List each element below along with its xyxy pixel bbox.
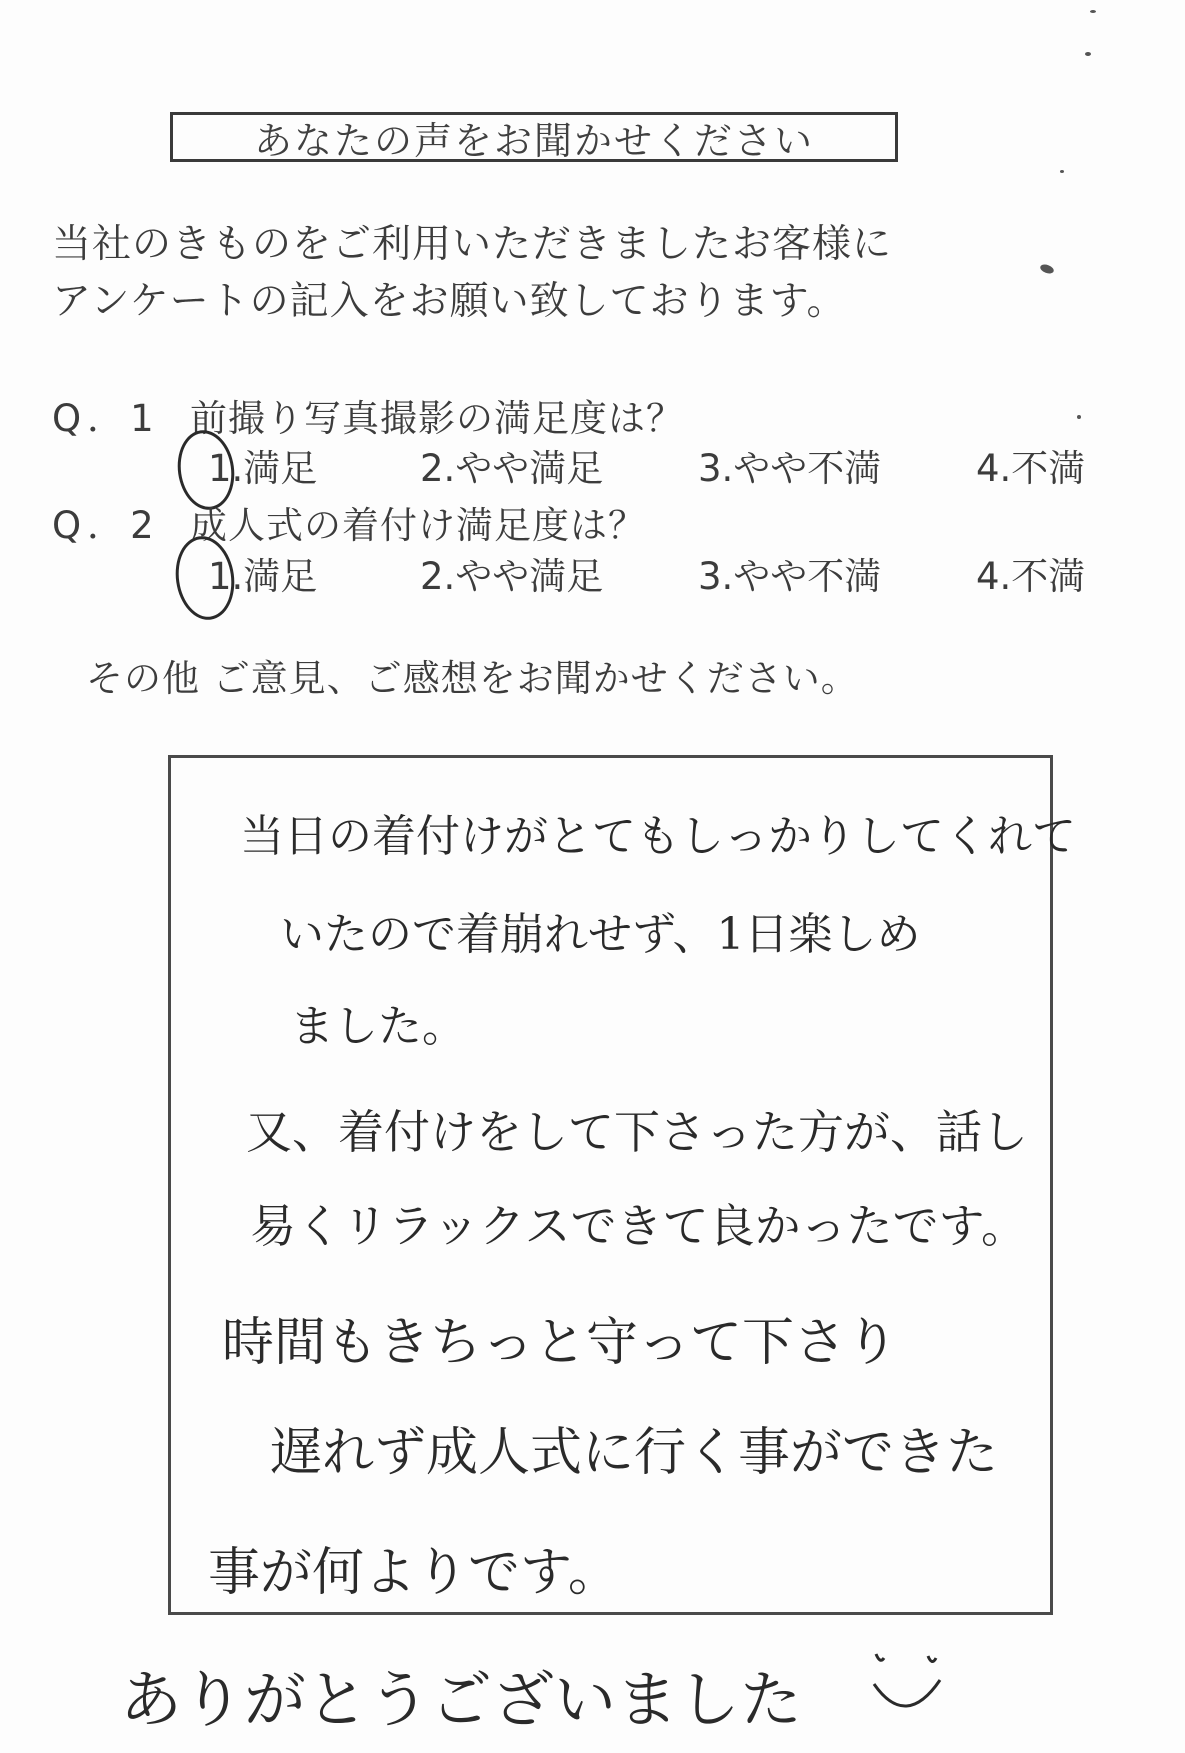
q2-option-3[interactable]: 3.やや不満 xyxy=(698,555,882,598)
comment-line-7: 遅れず成人式に行く事ができた xyxy=(270,1423,999,1483)
question-1-number: Q．1 xyxy=(52,397,160,440)
scan-speck xyxy=(1060,170,1064,173)
comment-line-8: 事が何よりです。 xyxy=(208,1543,620,1603)
scan-speck xyxy=(1090,10,1096,13)
q2-option-4[interactable]: 4.不満 xyxy=(976,555,1086,598)
q1-option-3[interactable]: 3.やや不満 xyxy=(698,447,882,490)
comment-box[interactable] xyxy=(168,755,1053,1615)
intro-line-1: 当社のきものをご利用いただきましたお客様に xyxy=(52,222,893,267)
comment-line-5: 易くリラックスできて良かったです。 xyxy=(250,1199,1027,1253)
scan-speck xyxy=(1085,52,1091,56)
question-1-text: 前撮り写真撮影の満足度は？ xyxy=(190,397,684,440)
q2-option-2[interactable]: 2.やや満足 xyxy=(420,555,604,598)
comment-line-3: ました。 xyxy=(290,1001,466,1052)
closing-thanks: ありがとうございました xyxy=(120,1663,803,1736)
q1-option-4[interactable]: 4.不満 xyxy=(976,447,1086,490)
q2-option-1[interactable]: 1.満足 xyxy=(208,555,318,598)
question-1 xyxy=(52,388,1152,442)
other-comments-prompt: その他 ご意見、ご感想をお聞かせください。 xyxy=(86,657,859,700)
form-title: あなたの声をお聞かせください xyxy=(170,112,898,162)
intro-text xyxy=(52,216,1112,330)
q1-option-1[interactable]: 1.満足 xyxy=(208,447,318,490)
intro-line-2: アンケートの記入をお願い致しております。 xyxy=(52,279,847,324)
scan-speck xyxy=(1077,415,1081,419)
smiley-icon xyxy=(868,1644,948,1720)
question-2-text: 成人式の着付け満足度は？ xyxy=(190,504,646,547)
comment-line-2: いたので着崩れせず、1日楽しめ xyxy=(280,909,921,960)
comment-line-6: 時間もきちっと守って下さり xyxy=(222,1313,899,1373)
q1-option-2[interactable]: 2.やや満足 xyxy=(420,447,604,490)
comment-line-4: 又、着付けをして下さった方が、話し xyxy=(246,1105,1028,1159)
comment-line-1: 当日の着付けがとてもしっかりしてくれて xyxy=(240,811,1076,862)
question-2-number: Q．2 xyxy=(52,504,160,547)
